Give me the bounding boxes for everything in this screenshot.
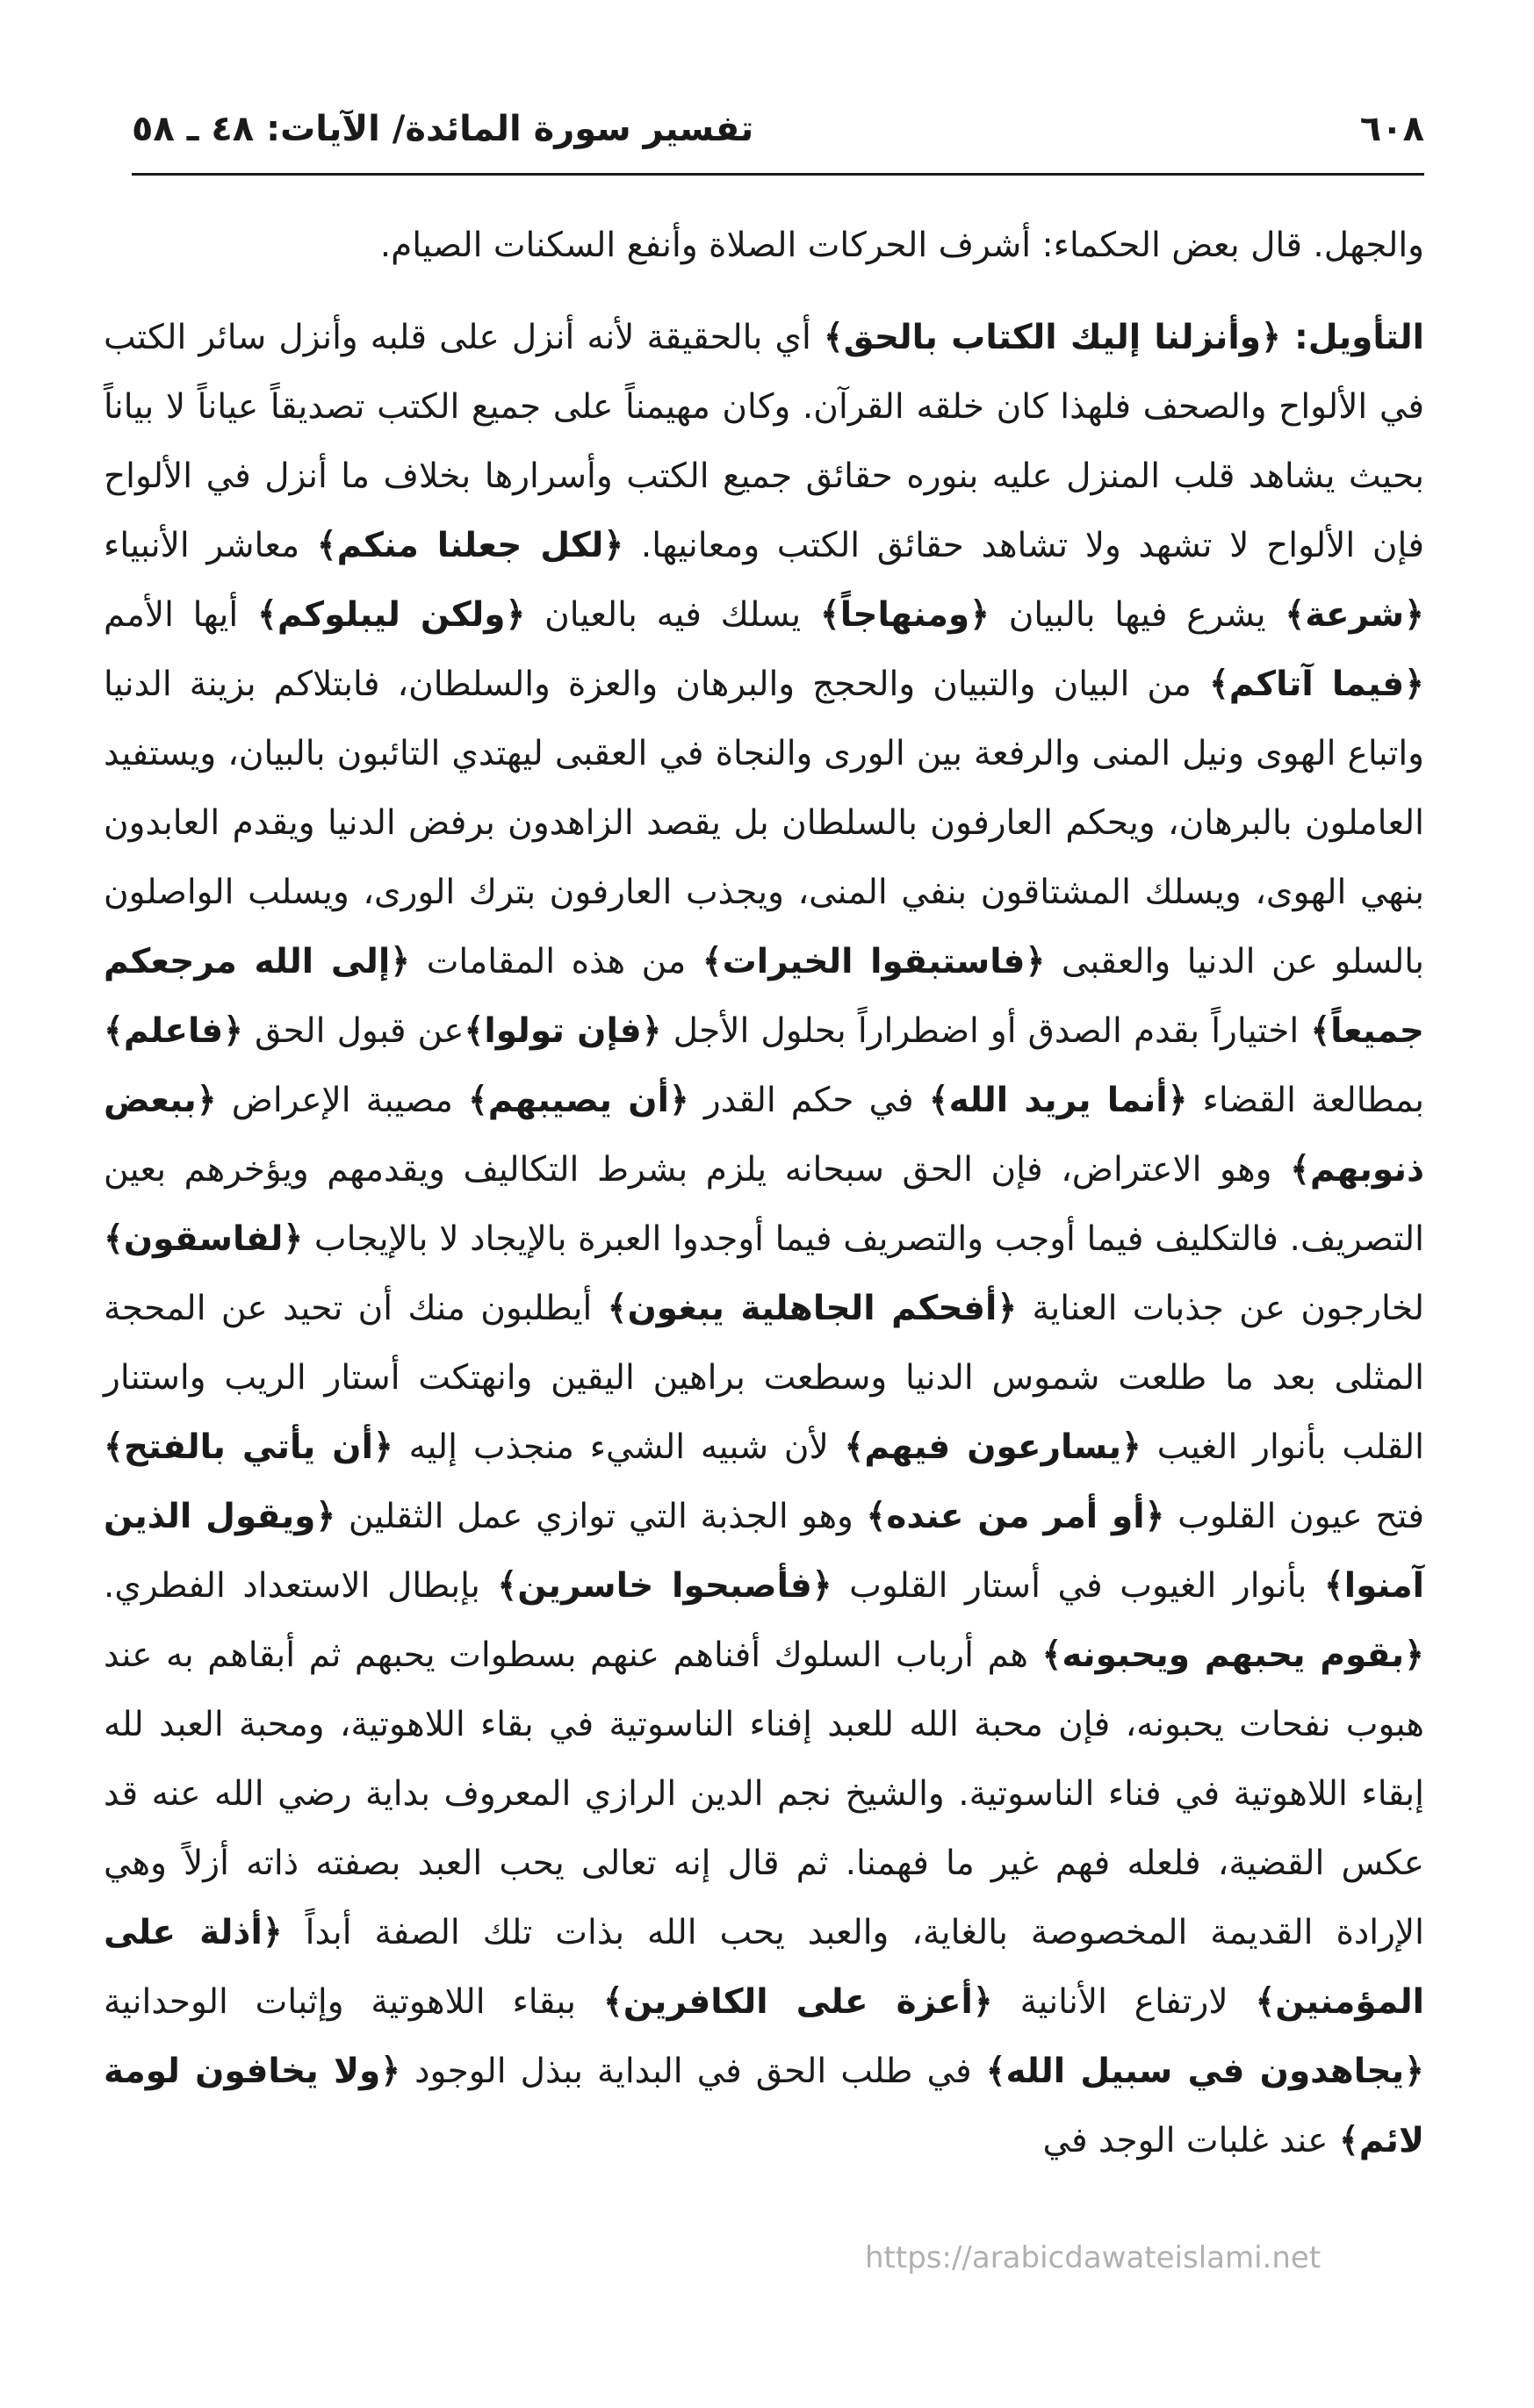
watermark-url: https://arabicdawateislami.net xyxy=(865,2240,1322,2275)
quran-verse: ﴿أن يأتي بالفتح﴾ xyxy=(104,1427,393,1467)
quran-verse: ﴿أعزة على الكافرين﴾ xyxy=(602,1982,993,2022)
intro-line: والجهل. قال بعض الحكماء: أشرف الحركات الصلاة وأنفع السكنات الصيام. xyxy=(379,226,1424,265)
commentary-text: لخارجون عن جذبات العناية xyxy=(1017,1289,1424,1328)
quran-verse: ﴿شرعة﴾ xyxy=(1285,595,1424,635)
commentary-text: يسلك فيه بالعيان xyxy=(525,595,820,635)
tawil-paragraph xyxy=(104,303,1424,2175)
commentary-text: مصيبة الإعراض xyxy=(216,1081,468,1120)
commentary-text: أي بالحقيقة لأنه أنزل على قلبه وأنزل سائر الكتب في الألواح والصحف فلهذا كان خلقه القرآن. وكان مهيمناً على جميع الكتب تصديقاً عياناً لا بياناً بحيث يشاهد قلب المنزل عليه بنوره حقائق جميع الكتب وأسرارها بخلاف ما أنزل في الألواح فإن الألواح لا تشهد ولا تشاهد حقائق الكتب ومعانيها. xyxy=(104,318,1424,565)
quran-verse: ﴿فيما آتاكم﴾ xyxy=(1208,665,1425,704)
running-title: تفسير سورة المائدة/ الآيات: ٤٨ ـ ٥٨ xyxy=(132,109,754,149)
quran-verse: ﴿ومنهاجاً﴾ xyxy=(819,595,990,635)
commentary-text: في حكم القدر xyxy=(688,1081,929,1120)
quran-verse: ﴿فأصبحوا خاسرين﴾ xyxy=(497,1566,832,1606)
commentary-text: وهو الجذبة التي توازي عمل الثقلين xyxy=(335,1497,867,1536)
quran-verse: ﴿ولكن ليبلوكم﴾ xyxy=(256,595,526,635)
commentary-text: وهو الاعتراض، فإن الحق سبحانه يلزم بشرط التكاليف ويقدمهم ويؤخرهم بعين التصريف. فالتكليف فيما أوجب والتصريف فيما أوجدوا العبرة بالإيجاد لا بالإيجاب xyxy=(104,1150,1424,1259)
quran-verse: ﴿وأنزلنا إليك الكتاب بالحق﴾ xyxy=(823,318,1281,357)
quran-verse: ﴿أفحكم الجاهلية يبغون﴾ xyxy=(607,1289,1018,1328)
commentary-text: معاشر الأنبياء xyxy=(104,526,317,565)
commentary-text: يشرع فيها بالبيان xyxy=(990,595,1286,635)
quran-verse: ﴿يسارعون فيهم﴾ xyxy=(844,1427,1141,1467)
quran-verse: ﴿أنما يريد الله﴾ xyxy=(928,1081,1188,1120)
quran-verse: ﴿بقوم يحبهم ويحبونه﴾ xyxy=(1041,1635,1424,1675)
commentary-text: أيها الأمم xyxy=(104,595,257,635)
quran-verse: ﴿فاعلم﴾ xyxy=(104,1011,244,1051)
commentary-text: بإبطال الاستعداد الفطري. xyxy=(104,1566,498,1606)
commentary-text: من البيان والتبيان والحجج والبرهان والعزة والسلطان، فابتلاكم بزينة الدنيا واتباع الهوى ونيل المنى والرفعة بين الورى والنجاة في العقبى ليهتدي التائبون بالبيان، ويستفيد العاملون بالبرهان، ويحكم العارفون بالسلطان بل يقصد الزاهدون برفض الدنيا ويقدم العابدون بنهي الهوى، ويسلك المشتاقون بنفي المنى، ويجذب العارفون بترك الورى، ويسلب الواصلون بالسلو عن الدنيا والعقبى xyxy=(104,665,1424,981)
commentary-text: فتح عيون القلوب xyxy=(1164,1497,1424,1536)
quran-verse: ﴿لكل جعلنا منكم﴾ xyxy=(316,526,624,565)
quran-verse: ﴿ببعض ذنوبهم﴾ xyxy=(104,1081,1424,1190)
quran-verse: ﴿أذلة على المؤمنين﴾ xyxy=(104,1913,1424,2022)
commentary-text: عند غلبات الوجد في xyxy=(1042,2121,1339,2160)
commentary-text: من هذه المقامات xyxy=(410,942,702,981)
quran-verse: ﴿ولا يخافون لومة لائم﴾ xyxy=(104,2052,1424,2160)
commentary-text: بأنوار الغيوب في أستار القلوب xyxy=(832,1566,1324,1606)
page-number: ٦٠٨ xyxy=(1359,109,1424,149)
commentary-text: في طلب الحق في البداية ببذل الوجود xyxy=(400,2052,986,2091)
quran-verse: ﴿إلى الله مرجعكم جميعاً﴾ xyxy=(104,942,1425,1051)
commentary-text: لارتفاع الأنانية xyxy=(992,1982,1256,2022)
header-divider xyxy=(132,173,1424,176)
commentary-text: ببقاء اللاهوتية وإثبات الوحدانية xyxy=(104,1982,603,2022)
quran-verse: ﴿يجاهدون في سبيل الله﴾ xyxy=(985,2052,1424,2091)
quran-verse: ﴿ويقول الذين آمنوا﴾ xyxy=(104,1497,1424,1606)
commentary-text: هم أرباب السلوك أفناهم عنهم بسطوات يحبهم ثم أبقاهم به عند هبوب نفحات يحبونه، فإن محبة الله للعبد إفناء الناسوتية في بقاء اللاهوتية، ومحبة العبد لله إبقاء اللاهوتية في فناء الناسوتية. والشيخ نجم الدين الرازي المعروف بداية رضي الله عنه قد عكس القضية، فلعله فهم غير ما فهمنا. ثم قال إنه تعالى يحب العبد بصفته ذاته أزلاً وهي الإرادة القديمة المخصوصة بالغاية، والعبد يحب الله بذات تلك الصفة أبداً xyxy=(104,1635,1424,1952)
commentary-text: عن قبول الحق xyxy=(243,1011,465,1051)
commentary-text: اختياراً بقدم الصدق أو اضطراراً بحلول الأجل xyxy=(661,1011,1311,1051)
commentary-text: أيطلبون منك أن تحيد عن المحجة المثلى بعد ما طلعت شموس الدنيا وسطعت براهين اليقين وانهتكت أستار الريب واستنار القلب بأنوار الغيب xyxy=(104,1289,1424,1467)
commentary-text: بمطالعة القضاء xyxy=(1187,1081,1424,1120)
section-lead: التأويل: xyxy=(1280,318,1424,357)
quran-verse: ﴿لفاسقون﴾ xyxy=(104,1219,304,1259)
page-header xyxy=(132,104,1424,174)
quran-verse: ﴿أو أمر من عنده﴾ xyxy=(866,1497,1165,1536)
page-body xyxy=(104,211,1424,2175)
quran-verse: ﴿فاستبقوا الخيرات﴾ xyxy=(702,942,1046,981)
commentary-text: لأن شبيه الشيء منجذب إليه xyxy=(393,1427,845,1467)
quran-verse: ﴿أن يصيبهم﴾ xyxy=(467,1081,689,1120)
quran-verse: ﴿فإن تولوا﴾ xyxy=(464,1011,662,1051)
